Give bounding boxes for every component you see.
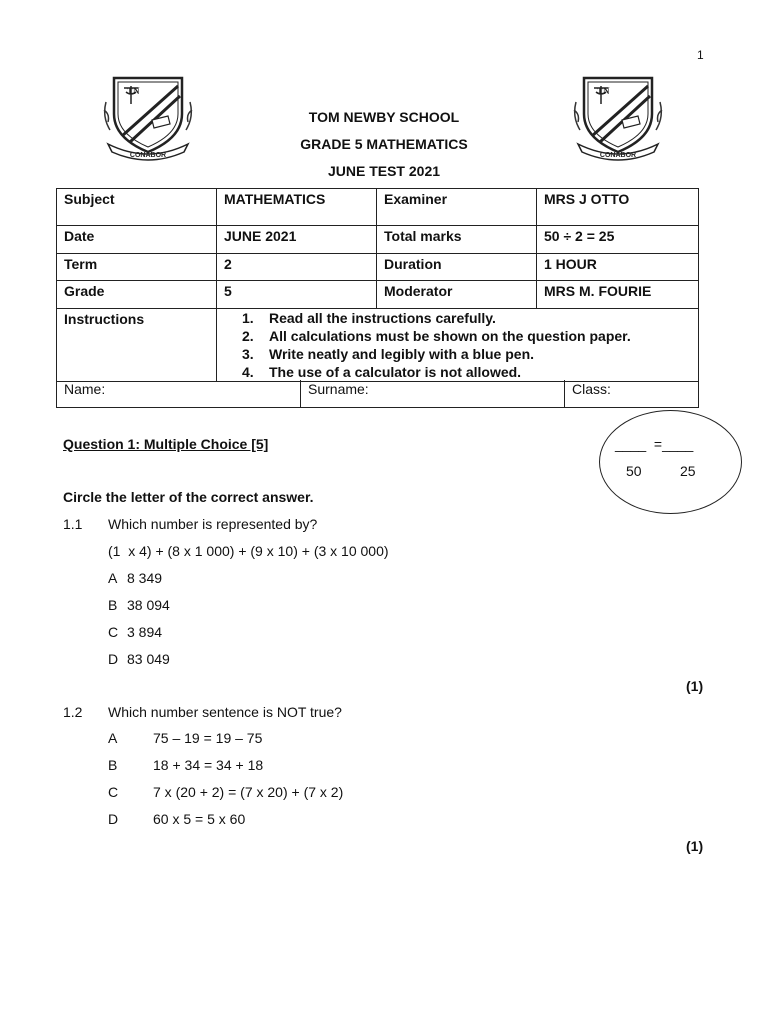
info-label: Date [57,226,217,254]
option-text: 75 – 19 = 19 – 75 [153,730,263,746]
instruction-text: Write neatly and legibly with a blue pen. [269,346,535,362]
option-text: 7 x (20 + 2) = (7 x 20) + (7 x 2) [153,784,344,800]
score-total-50: 50 [626,463,642,479]
info-value: JUNE 2021 [217,226,377,254]
exam-info-table [56,188,699,382]
option-text: 38 094 [127,597,170,613]
info-label: Subject [57,189,217,226]
instruction-number: 1. [242,310,254,326]
question-expression: (1 x 4) + (8 x 1 000) + (9 x 10) + (3 x 10 000) [108,543,389,559]
info-value: MATHEMATICS [217,189,377,226]
info-label: Duration [377,254,537,281]
question-marks: (1) [686,678,704,694]
option-text: 18 + 34 = 34 + 18 [153,757,264,773]
instruction-item [224,345,691,363]
instruction-number: 3. [242,346,254,362]
option-letter[interactable]: D [108,811,119,827]
score-oval [599,410,742,514]
option-letter[interactable]: C [108,624,119,640]
info-row [57,189,699,226]
info-row [57,281,699,309]
info-label: Total marks [377,226,537,254]
instruction-text: Read all the instructions carefully. [269,310,496,326]
instructions-cell [217,309,699,382]
info-value: MRS J OTTO [537,189,699,226]
test-name: JUNE TEST 2021 [327,163,441,179]
instruction-item [224,309,691,327]
name-field[interactable]: Name: [57,380,301,407]
info-value: MRS M. FOURIE [537,281,699,309]
question-marks: (1) [686,838,704,854]
class-field[interactable]: Class: [572,381,611,397]
option-letter[interactable]: D [108,651,119,667]
info-value: 2 [217,254,377,281]
option-letter[interactable]: C [108,784,119,800]
option-text: 60 x 5 = 5 x 60 [153,811,246,827]
svg-text:CONABOR: CONABOR [129,152,167,159]
option-letter[interactable]: A [108,570,118,586]
instruction-text: The use of a calculator is not allowed. [269,364,522,380]
option-letter[interactable]: B [108,757,118,773]
info-row [57,226,699,254]
question-1-heading: Question 1: Multiple Choice [5] [63,436,269,452]
test-subject-title: GRADE 5 MATHEMATICS [300,136,468,152]
option-letter[interactable]: A [108,730,118,746]
instructions-label: Instructions [57,309,217,382]
info-label: Examiner [377,189,537,226]
question-prompt: Which number is represented by? [108,516,318,532]
instruction-item [224,363,691,381]
instruction-number: 2. [242,328,254,344]
question-number: 1.2 [63,704,83,720]
option-text: 3 894 [127,624,163,640]
option-letter[interactable]: B [108,597,118,613]
question-instruction: Circle the letter of the correct answer. [63,489,314,505]
instruction-item [224,327,691,345]
info-value: 1 HOUR [537,254,699,281]
student-details-row [56,380,699,408]
info-label: Moderator [377,281,537,309]
info-label: Grade [57,281,217,309]
instruction-number: 4. [242,364,254,380]
info-value: 50 ÷ 2 = 25 [537,226,699,254]
info-value: 5 [217,281,377,309]
svg-text:TN: TN [597,86,610,96]
question-number: 1.1 [63,516,83,532]
instructions-list [224,309,691,381]
svg-text:TN: TN [127,86,140,96]
surname-field[interactable]: Surname: [301,380,565,407]
page-number: 1 [697,48,704,62]
instruction-text: All calculations must be shown on the question paper. [269,328,631,344]
option-text: 8 349 [127,570,163,586]
school-name: TOM NEWBY SCHOOL [308,109,460,125]
score-blanks[interactable]: ____ =____ [615,436,694,452]
question-prompt: Which number sentence is NOT true? [108,704,342,720]
score-total-25: 25 [680,463,696,479]
option-text: 83 049 [127,651,170,667]
info-row [57,254,699,281]
instructions-row [57,309,699,382]
svg-text:CONABOR: CONABOR [599,152,637,159]
info-label: Term [57,254,217,281]
